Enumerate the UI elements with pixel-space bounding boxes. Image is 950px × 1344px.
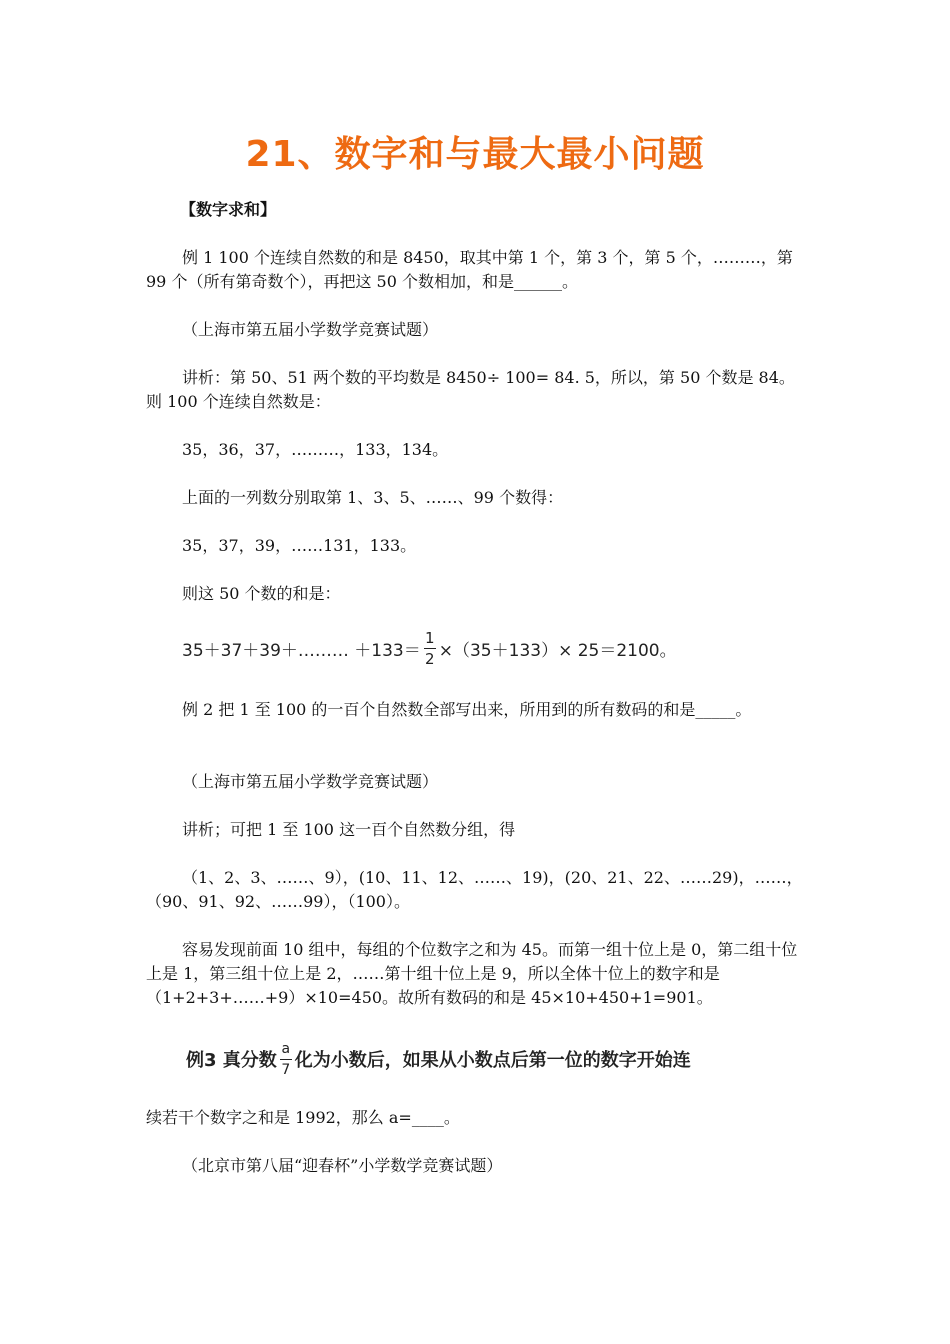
example-3-source: （北京市第八届“迎春杯”小学数学竞赛试题） bbox=[182, 1156, 503, 1175]
example-1-sum-intro: 则这 50 个数的和是： bbox=[182, 584, 341, 603]
example-1-take-odd: 上面的一列数分别取第 1、3、5、……、99 个数得： bbox=[182, 488, 564, 507]
formula-left: 35＋37＋39＋……… ＋133＝ bbox=[182, 640, 421, 661]
sum-formula bbox=[182, 624, 677, 672]
fraction-denominator: 7 bbox=[281, 1061, 291, 1078]
example-2-conclusion: 容易发现前面 10 组中，每组的个位数字之和为 45。而第一组十位上是 0，第二组十位上是 1，第三组十位上是 2，……第十组十位上是 9，所以全体十位上的数字和是（1+2+3+……+9）×10=450。故所有数码的和是 45×10+450+1=901。 bbox=[146, 940, 798, 1007]
example-3-continuation: 续若干个数字之和是 1992，那么 a=____。 bbox=[146, 1108, 460, 1127]
example-3-question-image bbox=[186, 1036, 691, 1082]
example-3-prefix: 例3 真分数 bbox=[186, 1050, 277, 1071]
example-2-groups: （1、2、3、……、9），(10、11、12、……、19)，(20、21、22、……29)，……，（90、91、92、……99），（100）。 bbox=[146, 868, 803, 911]
page-title: 21、数字和与最大最小问题 bbox=[245, 134, 705, 175]
a-over-7-fraction bbox=[280, 1041, 292, 1078]
example-1-sequence: 35，36，37，………，133，134。 bbox=[182, 440, 449, 459]
example-3-suffix: 化为小数后，如果从小数点后第一位的数字开始连 bbox=[294, 1050, 691, 1071]
example-2-source: （上海市第五届小学数学竞赛试题） bbox=[182, 772, 439, 791]
example-1-source: （上海市第五届小学数学竞赛试题） bbox=[182, 320, 439, 339]
example-1-question: 例 1 100 个连续自然数的和是 8450，取其中第 1 个，第 3 个，第 5 个，………，第 99 个（所有第奇数个），再把这 50 个数相加，和是______。 bbox=[146, 248, 793, 291]
section-heading: 【数字求和】 bbox=[180, 200, 277, 219]
example-1-analysis: 讲析：第 50、51 两个数的平均数是 8450÷ 100= 84. 5，所以，第 50 个数是 84。则 100 个连续自然数是： bbox=[146, 368, 795, 411]
example-2-question: 例 2 把 1 至 100 的一百个自然数全部写出来，所用到的所有数码的和是_____。 bbox=[182, 700, 752, 719]
fraction-denominator: 2 bbox=[424, 649, 435, 668]
formula-right: ×（35＋133）× 25＝2100。 bbox=[438, 640, 677, 661]
fraction-numerator: 1 bbox=[424, 628, 435, 647]
example-2-analysis: 讲析；可把 1 至 100 这一百个自然数分组，得 bbox=[182, 820, 516, 839]
fraction-numerator: a bbox=[281, 1040, 291, 1057]
example-1-odd-sequence: 35，37，39，……131，133。 bbox=[182, 536, 417, 555]
half-fraction bbox=[424, 630, 436, 667]
